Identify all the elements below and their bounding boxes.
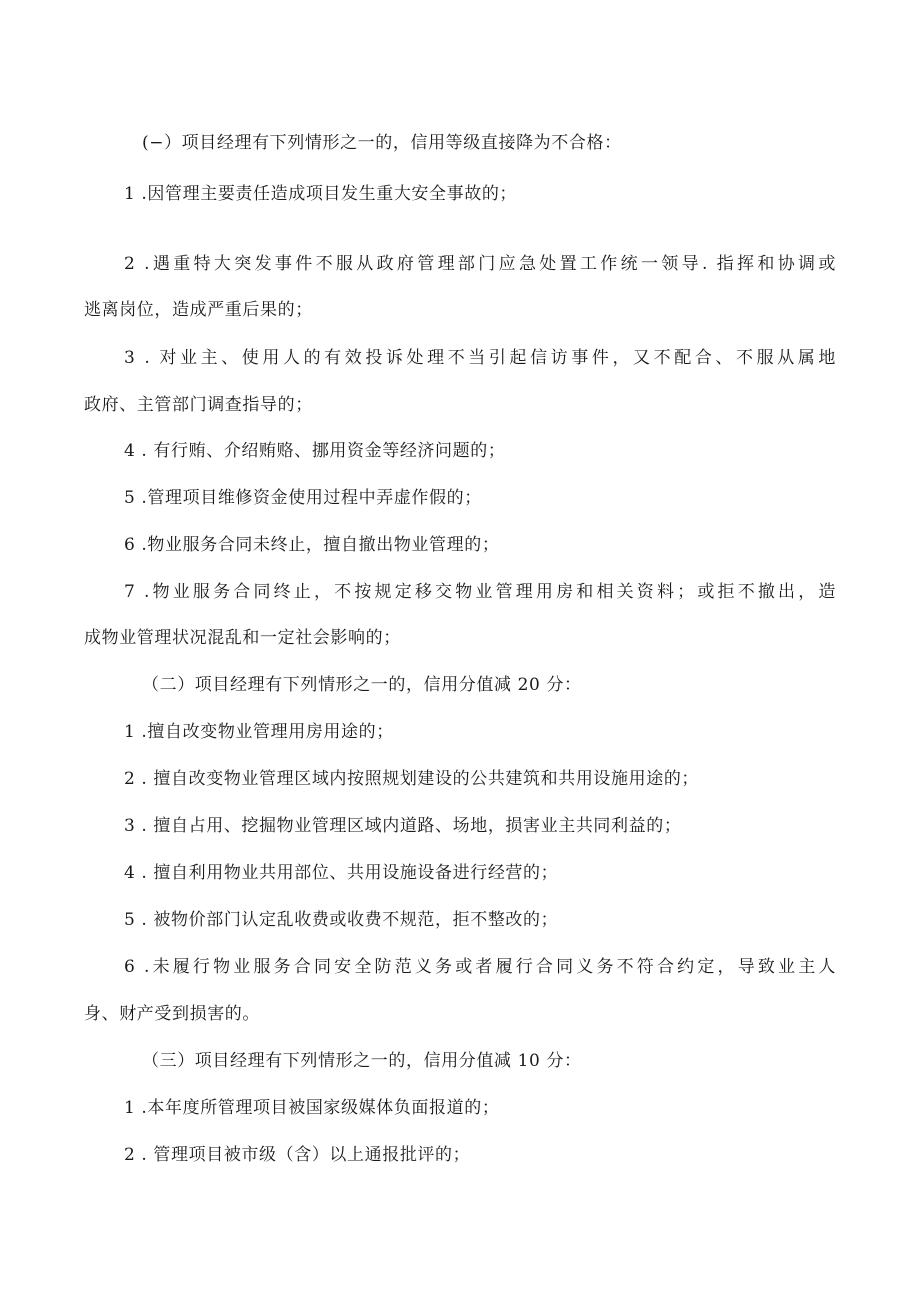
section-1-heading: (−）项目经理有下列情形之一的，信用等级直接降为不合格： [142,133,622,153]
section-2-heading: （二）项目经理有下列情形之一的，信用分值减 20 分： [142,675,582,695]
section-3-item-1: 1 .本年度所管理项目被国家级媒体负面报道的； [124,1098,500,1118]
section-3-item-2: 2 . 管理项目被市级（含）以上通报批评的； [124,1145,471,1165]
section-1-item-4: 4 . 有行贿、介绍贿赂、挪用资金等经济问题的； [124,441,506,461]
section-2-item-6-cont: 身、财产受到损害的。 [84,1004,260,1024]
section-1-item-6: 6 .物业服务合同未终止，擅自撤出物业管理的； [124,535,500,555]
section-1-item-2: 2 .遇重特大突发事件不服从政府管理部门应急处置工作统一领导. 指挥和协调或 [124,254,836,274]
section-1-item-7-cont: 成物业管理状况混乱和一定社会影响的； [84,628,401,648]
section-1-item-1: 1 .因管理主要责任造成项目发生重大安全事故的； [124,184,518,204]
section-2-item-1: 1 .擅自改变物业管理用房用途的； [124,722,394,742]
section-2-item-2: 2 . 擅自改变物业管理区域内按照规划建设的公共建筑和共用设施用途的； [124,769,700,789]
section-2-item-3: 3 . 擅自占用、挖掘物业管理区域内道路、场地，损害业主共同利益的； [124,816,682,836]
section-1-item-3-cont: 政府、主管部门调查指导的； [84,395,313,415]
section-1-item-7: 7 .物业服务合同终止，不按规定移交物业管理用房和相关资料；或拒不撤出，造 [124,582,836,602]
section-3-heading: （三）项目经理有下列情形之一的，信用分值减 10 分： [142,1051,582,1071]
section-2-item-4: 4 . 擅自利用物业共用部位、共用设施设备进行经营的； [124,863,559,883]
section-2-item-6: 6 .未履行物业服务合同安全防范义务或者履行合同义务不符合约定，导致业主人 [124,957,836,977]
section-1-item-5: 5 .管理项目维修资金使用过程中弄虚作假的； [124,488,482,508]
section-1-item-3: 3 . 对业主、使用人的有效投诉处理不当引起信访事件，又不配合、不服从属地 [124,348,836,368]
section-1-item-2-cont: 逃离岗位，造成严重后果的； [84,300,313,320]
section-2-item-5: 5 . 被物价部门认定乱收费或收费不规范，拒不整改的； [124,910,559,930]
